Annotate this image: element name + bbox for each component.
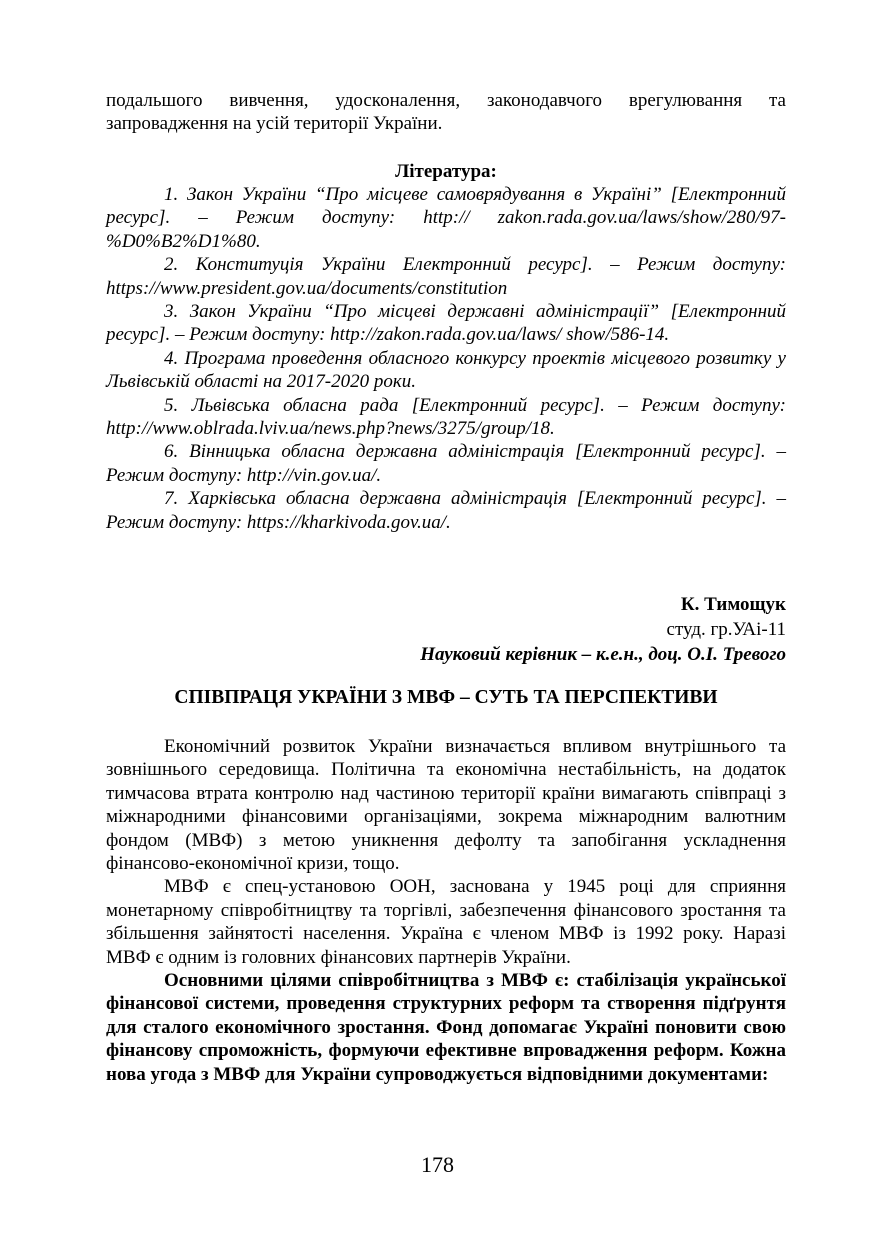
- reference-item: 3. Закон України “Про місцеві державні адміністрації” [Електронний ресурс]. – Режим доступу: http://zakon.rada.gov.ua/laws/ show/586-14.: [106, 301, 786, 346]
- body-paragraph: Економічний розвиток України визначається впливом внутрішнього та зовнішнього середовища. Політична та економічна нестабільність, на додаток тимчасова втрата контролю над частиною території країни вимагають співпраці з міжнародними фінансовими організаціями, зокрема міжнародним валютним фондом (МВФ) з метою уникнення дефолту та запобігання ускладнення фінансово-економічної кризи, тощо.: [106, 736, 786, 875]
- author-group: студ. гр.УАі-11: [666, 619, 786, 640]
- page-number: 178: [421, 1152, 454, 1177]
- intro-paragraph: подальшого вивчення, удосконалення, законодавчого врегулювання та запровадження на усій території України.: [106, 90, 786, 135]
- body-paragraph: МВФ є спец-установою ООН, заснована у 1945 році для сприяння монетарному співробітництву та торгівлі, забезпечення фінансового зростання та збільшення зайнятості населення. Україна є членом МВФ із 1992 року. Наразі МВФ є одним із головних фінансових партнерів України.: [106, 876, 786, 968]
- supervisor: Науковий керівник – к.е.н., доц. О.І. Тревого: [420, 644, 786, 665]
- reference-item: 4. Програма проведення обласного конкурсу проектів місцевого розвитку у Львівській області на 2017-2020 роки.: [106, 347, 786, 393]
- reference-item: 1. Закон України “Про місцеве самоврядування в Україні” [Електронний ресурс]. – Режим доступу: http:// zakon.rada.gov.ua/laws/show/280/97-%D0%B2%D1%80.: [106, 184, 786, 252]
- author-block: [106, 592, 786, 667]
- author-name: К. Тимощук: [680, 594, 786, 615]
- reference-item: 5. Львівська обласна рада [Електронний ресурс]. – Режим доступу: http://www.oblrada.lviv.ua/news.php?news/3275/group/18.: [106, 394, 786, 440]
- reference-item: 6. Вінницька обласна державна адміністрація [Електронний ресурс]. – Режим доступу: http://vin.gov.ua/.: [106, 441, 786, 486]
- literature-heading: Література:: [395, 161, 497, 182]
- body-paragraph: Основними цілями співробітництва з МВФ є: стабілізація української фінансової системи, проведення структурних реформ та створення підґрунтя для сталого економічного зростання. Фонд допомагає Україні поновити свою фінансову спроможність, формуючи ефективне впровадження реформ. Кожна нова угода з МВФ для України супроводжується відповідними документами:: [106, 970, 786, 1085]
- reference-list: [106, 183, 786, 534]
- reference-item: 7. Харківська обласна державна адміністрація [Електронний ресурс]. – Режим доступу: https://kharkivoda.gov.ua/.: [106, 488, 786, 533]
- article-body: [106, 735, 786, 1086]
- reference-item: 2. Конституція України Електронний ресурс]. – Режим доступу: https://www.president.gov.ua/documents/constitution: [106, 254, 786, 299]
- article-title: СПІВПРАЦЯ УКРАЇНИ З МВФ – СУТЬ ТА ПЕРСПЕКТИВИ: [174, 687, 718, 708]
